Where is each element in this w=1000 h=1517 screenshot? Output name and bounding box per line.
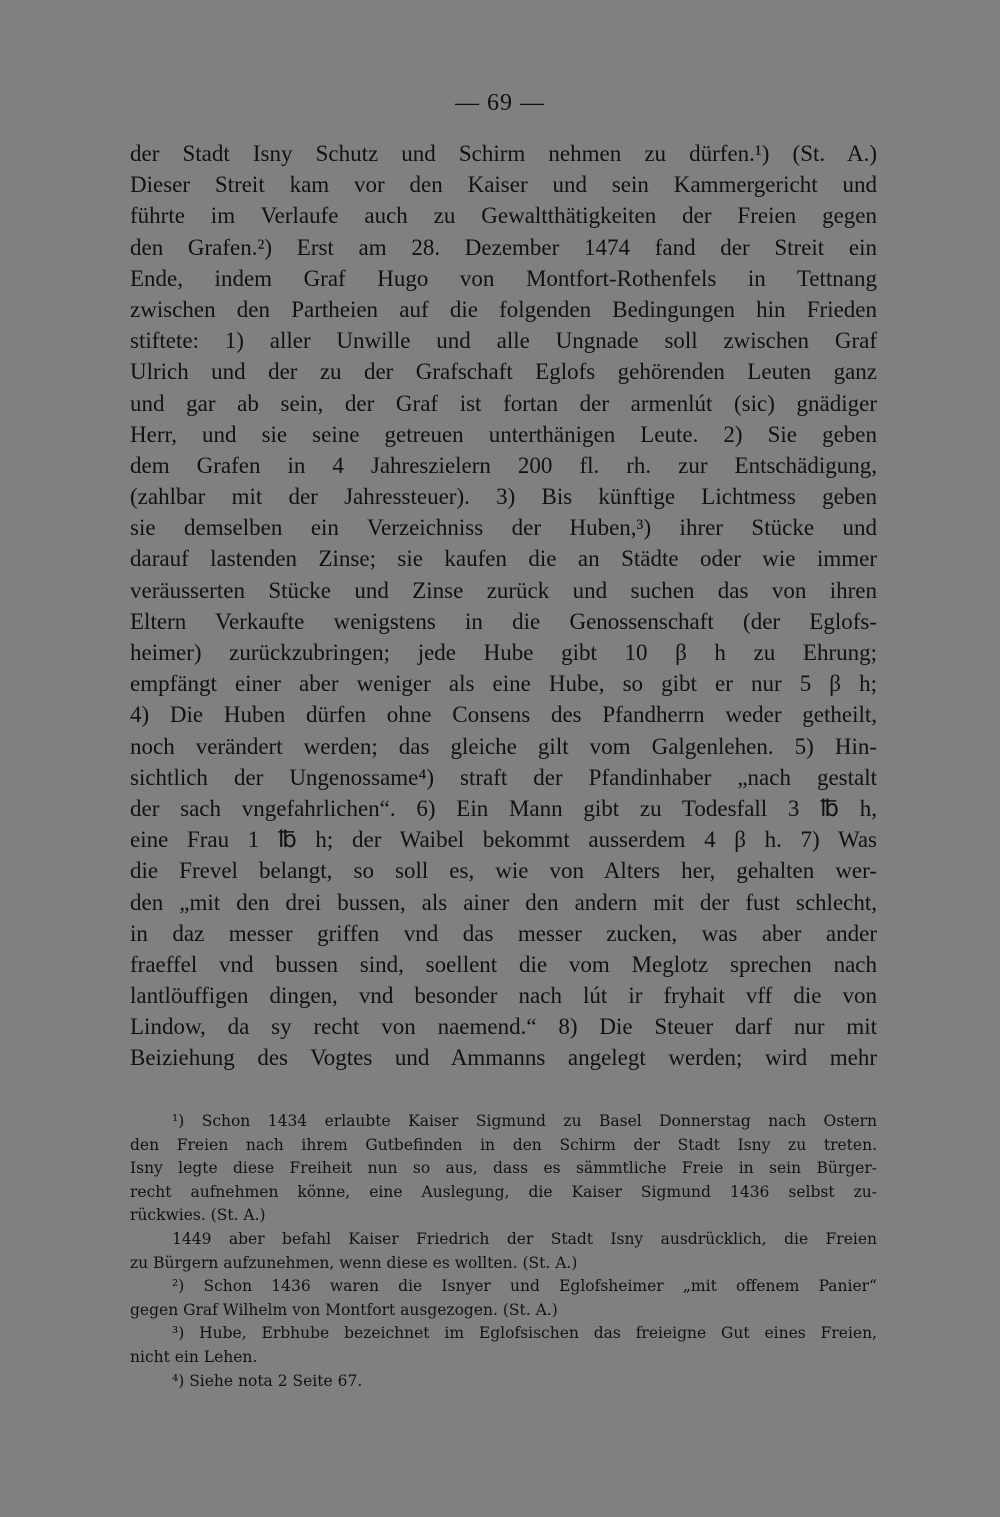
body-line: der sach vngefahrlichen“. 6) Ein Mann gibt zu Todesfall 3 ℔ h, xyxy=(130,795,877,821)
footnote-line: ⁴) Siehe nota 2 Seite 67. xyxy=(172,1371,363,1390)
body-line: empfängt einer aber weniger als eine Hube, so gibt er nur 5 β h; xyxy=(130,671,877,697)
footnote-line: 1449 aber befahl Kaiser Friedrich der Stadt Isny ausdrücklich, die Freien xyxy=(172,1229,877,1248)
body-line: in daz messer griffen vnd das messer zucken, was aber ander xyxy=(130,920,877,946)
footnote-line: rückwies. (St. A.) xyxy=(130,1206,266,1225)
body-line: Ende, indem Graf Hugo von Montfort-Rothenfels in Tettnang xyxy=(130,265,877,291)
body-line: Dieser Streit kam vor den Kaiser und sein Kammergericht und xyxy=(130,172,877,198)
body-line: darauf lastenden Zinse; sie kaufen die an Städte oder wie immer xyxy=(130,546,877,572)
body-text xyxy=(130,138,877,1074)
footnote-line: ²) Schon 1436 waren die Isnyer und Eglofsheimer „mit offenem Panier“ xyxy=(172,1277,877,1296)
footnote-line: den Freien nach ihrem Gutbefinden in den Schirm der Stadt Isny zu treten. xyxy=(130,1135,877,1154)
body-line: lantlöuffigen dingen, vnd besonder nach lút ir fryhait vff die von xyxy=(130,983,877,1009)
body-line: führte im Verlaufe auch zu Gewaltthätigkeiten der Freien gegen xyxy=(130,203,877,229)
footnote-line: ¹) Schon 1434 erlaubte Kaiser Sigmund zu Basel Donnerstag nach Ostern xyxy=(172,1112,877,1130)
body-line: die Frevel belangt, so soll es, wie von Alters her, gehalten wer- xyxy=(130,858,877,884)
body-line: sichtlich der Ungenossame⁴) straft der Pfandinhaber „nach gestalt xyxy=(130,764,877,790)
footnote-line: zu Bürgern aufzunehmen, wenn diese es wollten. (St. A.) xyxy=(130,1253,578,1272)
body-line: den Grafen.²) Erst am 28. Dezember 1474 fand der Streit ein xyxy=(130,234,877,260)
footnote-line: recht aufnehmen könne, eine Auslegung, die Kaiser Sigmund 1436 selbst zu- xyxy=(130,1182,877,1201)
body-line: fraeffel vnd bussen sind, soellent die vom Meglotz sprechen nach xyxy=(130,951,877,977)
body-line: stiftete: 1) aller Unwille und alle Ungnade soll zwischen Graf xyxy=(130,328,877,354)
page-number: — 69 — xyxy=(455,90,545,116)
body-line: veräusserten Stücke und Zinse zurück und suchen das von ihren xyxy=(130,577,877,603)
body-line: dem Grafen in 4 Jahreszielern 200 fl. rh. zur Entschädigung, xyxy=(130,452,877,478)
body-line: Eltern Verkaufte wenigstens in die Genossenschaft (der Eglofs- xyxy=(130,608,877,634)
body-line: noch verändert werden; das gleiche gilt vom Galgenlehen. 5) Hin- xyxy=(130,733,877,759)
body-line: Herr, und sie seine getreuen unterthänigen Leute. 2) Sie geben xyxy=(130,421,877,447)
body-line: Ulrich und der zu der Grafschaft Eglofs gehörenden Leuten ganz xyxy=(130,359,877,385)
footnote-line: gegen Graf Wilhelm von Montfort ausgezogen. (St. A.) xyxy=(130,1300,558,1319)
body-line: heimer) zurückzubringen; jede Hube gibt 10 β h zu Ehrung; xyxy=(130,640,877,665)
body-line: der Stadt Isny Schutz und Schirm nehmen zu dürfen.¹) (St. A.) xyxy=(130,141,877,166)
footnote-line: Isny legte diese Freiheit nun so aus, dass es sämmtliche Freie in sein Bürger- xyxy=(130,1159,877,1178)
body-line: (zahlbar mit der Jahressteuer). 3) Bis künftige Lichtmess geben xyxy=(130,484,877,510)
body-line: und gar ab sein, der Graf ist fortan der armenlút (sic) gnädiger xyxy=(130,390,877,416)
footnote-line: ³) Hube, Erbhube bezeichnet im Eglofsischen das freieigne Gut eines Freien, xyxy=(172,1324,877,1343)
body-line: eine Frau 1 ℔ h; der Waibel bekommt ausserdem 4 β h. 7) Was xyxy=(130,827,877,853)
body-line: den „mit den drei bussen, als ainer den andern mit der fust schlecht, xyxy=(130,889,877,915)
body-line: Beiziehung des Vogtes und Ammanns angelegt werden; wird mehr xyxy=(130,1045,877,1071)
footnote-line: nicht ein Lehen. xyxy=(130,1347,258,1366)
body-line: Lindow, da sy recht von naemend.“ 8) Die Steuer darf nur mit xyxy=(130,1014,877,1040)
body-line: zwischen den Partheien auf die folgenden Bedingungen hin Frieden xyxy=(130,296,877,322)
footnotes xyxy=(130,1110,877,1393)
body-line: sie demselben ein Verzeichniss der Huben,³) ihrer Stücke und xyxy=(130,515,877,541)
body-line: 4) Die Huben dürfen ohne Consens des Pfandherrn weder getheilt, xyxy=(130,702,877,728)
